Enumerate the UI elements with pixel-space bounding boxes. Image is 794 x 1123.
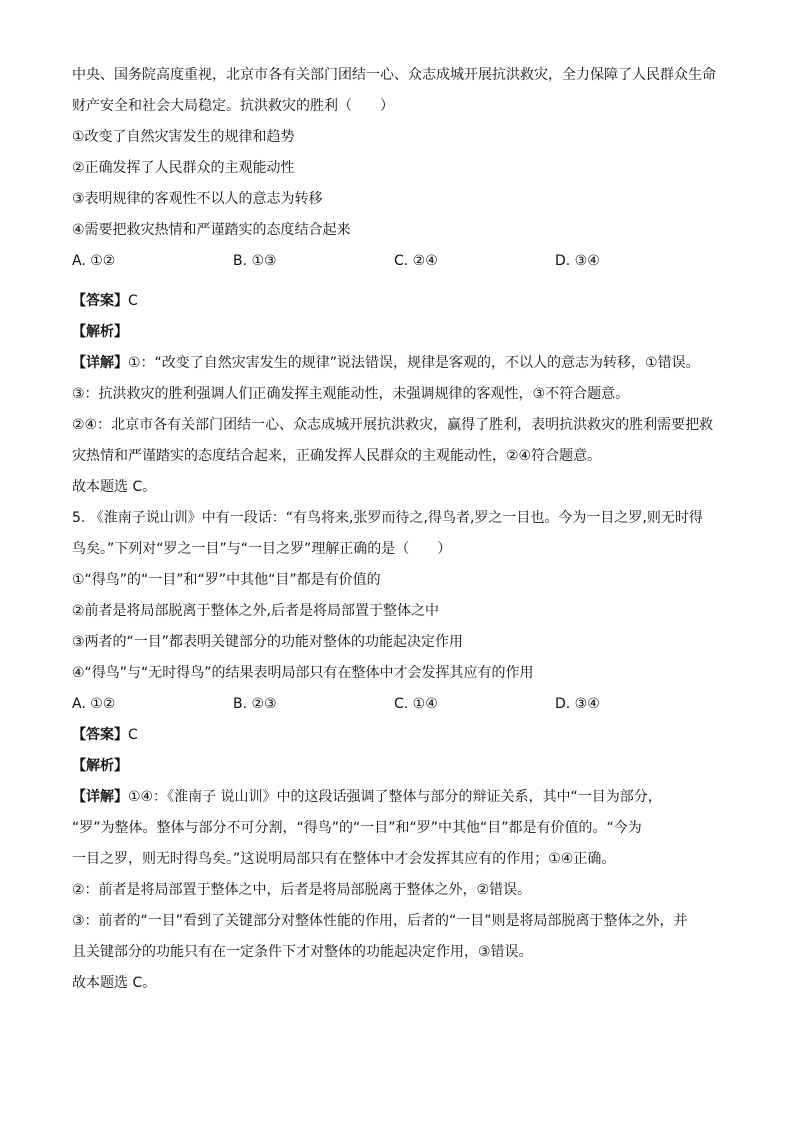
detail-tag: 【详解】 — [72, 789, 128, 805]
document-page — [72, 60, 732, 999]
q5-detail-3a: ③：前者的“一目”看到了关键部分对整体性能的作用，后者的“一目”则是将局部脱离于整体之外，并 — [72, 913, 688, 929]
q4-item-2: ②正确发挥了人民群众的主观能动性 — [72, 160, 295, 176]
q5-option-b: B. ②③ — [233, 696, 277, 712]
q4-analysis-tag: 【解析】 — [72, 324, 128, 340]
q4-options — [72, 246, 732, 277]
q4-detail-2: ③：抗洪救灾的胜利强调人们正确发挥主观能动性，未强调规律的客观性，③不符合题意。 — [72, 386, 630, 402]
q5-option-d: D. ③④ — [555, 696, 600, 712]
q5-detail-2: ②：前者是将局部置于整体之中，后者是将局部脱离于整体之外，②错误。 — [72, 882, 532, 898]
q4-option-d: D. ③④ — [555, 253, 600, 269]
q4-conclusion: 故本题选 C。 — [72, 479, 157, 495]
q5-detail-3b: 且关键部分的功能只有在一定条件下才对整体的功能起决定作用，③错误。 — [72, 944, 533, 960]
answer-tag: 【答案】 — [72, 727, 128, 743]
q5-options — [72, 689, 732, 720]
q4-item-4: ④需要把救灾热情和严谨踏实的态度结合起来 — [72, 222, 351, 238]
q4-item-1: ①改变了自然灾害发生的规律和趋势 — [72, 129, 295, 145]
q5-detail-1c: 一目之罗，则无时得鸟矣。”这说明局部只有在整体中才会发挥其应有的作用；①④正确。 — [72, 851, 616, 867]
detail-text: ①：“改变了自然灾害发生的规律”说法错误，规律是客观的，不以人的意志为转移，①错误。 — [128, 355, 700, 371]
q4-item-3: ③表明规律的客观性不以人的意志为转移 — [72, 191, 323, 207]
answer-value: C — [128, 293, 138, 309]
q5-item-2: ②前者是将局部脱离于整体之外,后者是将局部置于整体之中 — [72, 603, 439, 619]
q4-stem-line-2: 财产安全和社会大局稳定。抗洪救灾的胜利（ ） — [72, 98, 394, 114]
q5-stem-line-2: 鸟矣。”下列对“罗之一目”与“一目之罗”理解正确的是（ ） — [72, 541, 452, 557]
q5-item-4: ④“得鸟”与“无时得鸟”的结果表明局部只有在整体中才会发挥其应有的作用 — [72, 665, 534, 681]
q4-option-a: A. ①② — [72, 253, 116, 269]
answer-value: C — [128, 727, 138, 743]
detail-text: ①④：《淮南子 说山训》中的这段话强调了整体与部分的辩证关系，其中“一目为部分， — [128, 789, 662, 805]
q4-detail-3b: 灾热情和严谨踏实的态度结合起来，正确发挥人民群众的主观能动性，②④符合题意。 — [72, 448, 602, 464]
q5-stem-line-1: 5. 《淮南子说山训》中有一段话：“有鸟将来,张罗而待之,得鸟者,罗之一目也。今为一目之罗,则无时得 — [72, 510, 703, 526]
answer-tag: 【答案】 — [72, 293, 128, 309]
q4-option-b: B. ①③ — [233, 253, 277, 269]
q5-analysis-tag: 【解析】 — [72, 758, 128, 774]
q4-detail-1 — [72, 348, 732, 379]
q4-answer — [72, 286, 732, 317]
q5-option-c: C. ①④ — [394, 696, 438, 712]
q4-detail-3a: ②④：北京市各有关部门团结一心、众志成城开展抗洪救灾，赢得了胜利，表明抗洪救灾的胜利需要把救 — [72, 417, 714, 433]
q5-detail-1a — [72, 782, 732, 813]
q5-detail-1b: “罗”为整体。整体与部分不可分割，“得鸟”的“一目”和“罗”中其他“目”都是有价值的。“今为 — [72, 820, 642, 836]
q4-option-c: C. ②④ — [394, 253, 438, 269]
q5-option-a: A. ①② — [72, 696, 116, 712]
q5-answer — [72, 720, 732, 751]
detail-tag: 【详解】 — [72, 355, 128, 371]
q4-stem-line-1: 中央、国务院高度重视，北京市各有关部门团结一心、众志成城开展抗洪救灾，全力保障了人民群众生命 — [72, 67, 716, 83]
q5-item-3: ③两者的“一目”都表明关键部分的功能对整体的功能起决定作用 — [72, 634, 464, 650]
q5-item-1: ①“得鸟”的“一目”和“罗”中其他“目”都是有价值的 — [72, 572, 381, 588]
q5-conclusion: 故本题选 C。 — [72, 975, 157, 991]
